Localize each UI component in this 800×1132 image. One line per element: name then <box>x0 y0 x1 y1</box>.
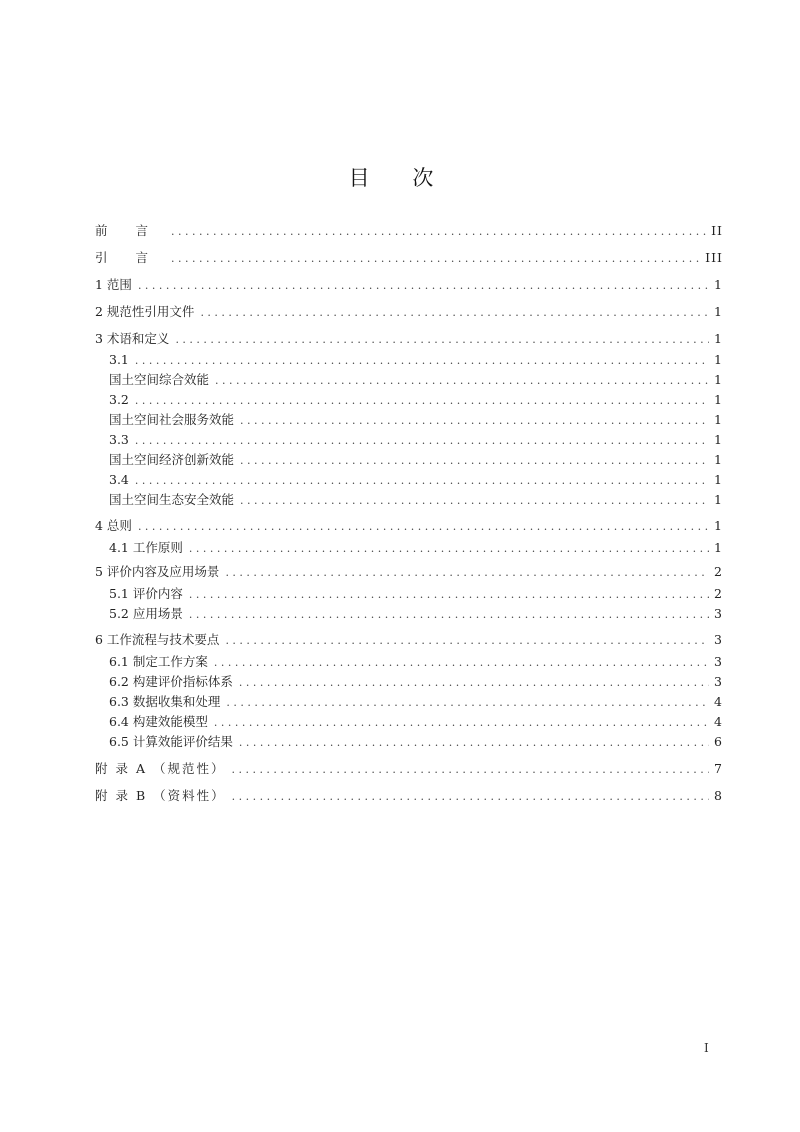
toc-label: 6.5 计算效能评价结果 <box>109 734 233 749</box>
toc-label: 国土空间经济创新效能 <box>109 452 235 467</box>
toc-entry[interactable] <box>95 303 723 321</box>
leader-dots <box>200 304 709 322</box>
toc-entry-appendix-b[interactable] <box>95 787 723 805</box>
leader-dots <box>225 564 709 582</box>
leader-dots <box>171 250 701 268</box>
toc-page-number: 1 <box>714 518 723 533</box>
leader-dots <box>225 632 709 650</box>
toc-label: 5.1 评价内容 <box>109 586 183 601</box>
toc-entry[interactable] <box>95 563 723 581</box>
toc-page-number: 1 <box>714 492 723 507</box>
leader-dots <box>171 223 707 241</box>
toc-label: 5.2 应用场景 <box>109 606 183 621</box>
leader-dots <box>135 472 709 490</box>
toc-label-char: 言 <box>135 223 149 238</box>
toc-page-number: 1 <box>714 412 723 427</box>
toc-entry[interactable] <box>95 276 723 294</box>
toc-page-number: 1 <box>714 472 723 487</box>
toc-label: 1 范围 <box>95 277 132 292</box>
toc-page-number: 3 <box>714 632 723 647</box>
toc-label: 附 录 B （资料性） <box>95 788 226 803</box>
leader-dots <box>214 654 709 672</box>
toc-entry-foreword[interactable] <box>95 222 723 240</box>
toc-label: 3.2 <box>109 392 129 407</box>
toc-label: 国土空间社会服务效能 <box>109 412 235 427</box>
toc-entry[interactable] <box>95 451 723 469</box>
toc-label: 6.2 构建评价指标体系 <box>109 674 233 689</box>
toc-entry[interactable] <box>95 371 723 389</box>
toc-label: 5 评价内容及应用场景 <box>95 564 220 579</box>
toc-label: 2 规范性引用文件 <box>95 304 195 319</box>
toc-label: 3.1 <box>109 352 129 367</box>
toc-page-number: 1 <box>714 331 723 346</box>
toc-label: 6 工作流程与技术要点 <box>95 632 220 647</box>
toc-entry[interactable] <box>95 517 723 535</box>
leader-dots <box>231 761 709 779</box>
toc-page-number: 1 <box>714 372 723 387</box>
leader-dots <box>189 586 709 604</box>
footer-page-number: I <box>704 1041 709 1055</box>
toc-page-number: 1 <box>714 432 723 447</box>
toc-entry[interactable] <box>95 585 723 603</box>
toc-label: 6.4 构建效能模型 <box>109 714 208 729</box>
toc-entry[interactable] <box>95 631 723 649</box>
toc-page-number: 1 <box>714 392 723 407</box>
toc-label: 3.4 <box>109 472 129 487</box>
toc-label: 3.3 <box>109 432 129 447</box>
toc-page-number: 3 <box>714 674 723 689</box>
toc-entry[interactable] <box>95 653 723 671</box>
leader-dots <box>232 788 709 806</box>
toc-label: 3 术语和定义 <box>95 331 170 346</box>
toc-label: 4.1 工作原则 <box>109 540 183 555</box>
toc-label-char: 言 <box>135 250 149 265</box>
toc-label-char: 引 <box>95 250 108 265</box>
page-title: 目 次 <box>348 166 452 190</box>
toc-entry[interactable] <box>95 411 723 429</box>
toc-page-number: 2 <box>714 586 723 601</box>
toc-entry[interactable] <box>95 713 723 731</box>
leader-dots <box>135 392 709 410</box>
toc-page-number: 1 <box>714 352 723 367</box>
leader-dots <box>189 540 709 558</box>
toc-entry-introduction[interactable] <box>95 249 723 267</box>
leader-dots <box>226 694 709 712</box>
toc-page-number: 6 <box>714 734 723 749</box>
toc-entry[interactable] <box>95 733 723 751</box>
toc-page-number: 1 <box>714 540 723 555</box>
toc-entry[interactable] <box>95 351 723 369</box>
leader-dots <box>239 734 709 752</box>
toc-page-number: 1 <box>714 304 723 319</box>
leader-dots <box>138 518 709 536</box>
toc-label: 6.1 制定工作方案 <box>109 654 208 669</box>
toc-label: 国土空间生态安全效能 <box>109 492 235 507</box>
toc-label-char: 前 <box>95 223 108 238</box>
toc-entry[interactable] <box>95 431 723 449</box>
toc-entry[interactable] <box>95 491 723 509</box>
toc-entry[interactable] <box>95 605 723 623</box>
toc-entry[interactable] <box>95 330 723 348</box>
toc-page-number: 7 <box>714 761 723 776</box>
toc-page-number: 4 <box>714 714 723 729</box>
toc-page-number: 4 <box>714 694 723 709</box>
leader-dots <box>239 674 709 692</box>
leader-dots <box>138 277 709 295</box>
toc-entry[interactable] <box>95 471 723 489</box>
toc-entry[interactable] <box>95 693 723 711</box>
toc-page-number: 1 <box>714 277 723 292</box>
toc-page-number: 2 <box>714 564 723 579</box>
toc-page-number: 8 <box>714 788 723 803</box>
toc-page-number: 1 <box>714 452 723 467</box>
toc-label: 附 录 A （规范性） <box>95 761 226 776</box>
leader-dots <box>240 492 709 510</box>
toc-page-number: 3 <box>714 654 723 669</box>
toc-entry-appendix-a[interactable] <box>95 760 723 778</box>
toc-page-number: 3 <box>714 606 723 621</box>
leader-dots <box>135 352 709 370</box>
leader-dots <box>215 372 709 390</box>
toc-label: 6.3 数据收集和处理 <box>109 694 221 709</box>
toc-entry[interactable] <box>95 673 723 691</box>
toc-page-number: III <box>705 250 723 265</box>
toc-entry[interactable] <box>95 391 723 409</box>
toc-entry[interactable] <box>95 539 723 557</box>
toc-label: 国土空间综合效能 <box>109 372 210 387</box>
leader-dots <box>189 606 709 624</box>
leader-dots <box>214 714 709 732</box>
leader-dots <box>175 331 709 349</box>
leader-dots <box>135 432 709 450</box>
toc-page-number: II <box>711 223 723 238</box>
leader-dots <box>240 452 709 470</box>
toc-label: 4 总则 <box>95 518 132 533</box>
leader-dots <box>240 412 709 430</box>
